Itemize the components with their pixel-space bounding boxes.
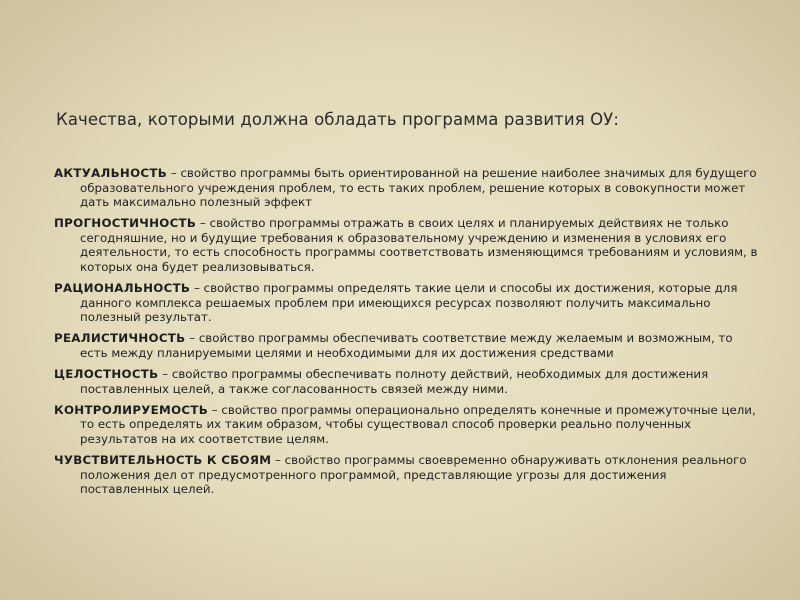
quality-description: – свойство программы быть ориентированной на решение наиболее значимых для будущего образовательного учреждения проблем, то есть таких проблем, решение которых в совокупности может дать максимально полезный эффект: [80, 166, 757, 210]
quality-term: АКТУАЛЬНОСТЬ: [54, 166, 168, 180]
quality-description: – свойство программы своевременно обнаруживать отклонения реального положения дел от предусмотренного программой, представляющие угрозы для достижения поставленных целей.: [80, 453, 747, 497]
quality-description: – свойство программы обеспечивать соответствие между желаемым и возможным, то есть между планируемыми целями и необходимыми для их достижения средствами: [80, 331, 733, 361]
quality-term: КОНТРОЛИРУЕМОСТЬ: [54, 402, 209, 417]
quality-description: – свойство программы обеспечивать полноту действий, необходимых для достижения поставленных целей, а также согласованность связей между ними.: [80, 367, 709, 396]
qualities-list: [54, 166, 758, 503]
quality-item-prognostic: [54, 216, 758, 274]
quality-description: – свойство программы определять такие цели и способы их достижения, которые для данного комплекса решаемых проблем при имеющихся ресурсах позволяют получить максимально полезный результат.: [80, 281, 738, 325]
quality-item-controllability: [54, 403, 758, 447]
quality-description: – свойство программы операционально определять конечные и промежуточные цели, то есть определять их таким образом, чтобы существовал способ проверки реально полученных результатов на их соответствие целям.: [80, 402, 756, 446]
quality-item-integrity: [54, 367, 758, 396]
quality-item-rationality: [54, 281, 758, 325]
quality-item-actuality: [54, 166, 758, 210]
quality-term: ПРОГНОСТИЧНОСТЬ: [54, 216, 197, 231]
quality-term: РЕАЛИСТИЧНОСТЬ: [54, 331, 186, 346]
quality-item-sensitivity: [54, 453, 758, 497]
quality-term: ЦЕЛОСТНОСТЬ: [54, 367, 159, 382]
slide-title: Качества, которыми должна обладать программа развития ОУ:: [56, 110, 619, 129]
quality-term: РАЦИОНАЛЬНОСТЬ: [54, 281, 191, 296]
quality-item-realism: [54, 331, 758, 360]
quality-term: ЧУВСТВИТЕЛЬНОСТЬ К СБОЯМ: [54, 453, 272, 468]
quality-description: – свойство программы отражать в своих целях и планируемых действиях не только сегодняшние, но и будущие требования к образовательному учреждению и изменения в условиях его деятельности, то есть способность программы соответствовать изменяющимся требованиям и условиям, в которых она будет реализовываться.: [80, 216, 758, 275]
